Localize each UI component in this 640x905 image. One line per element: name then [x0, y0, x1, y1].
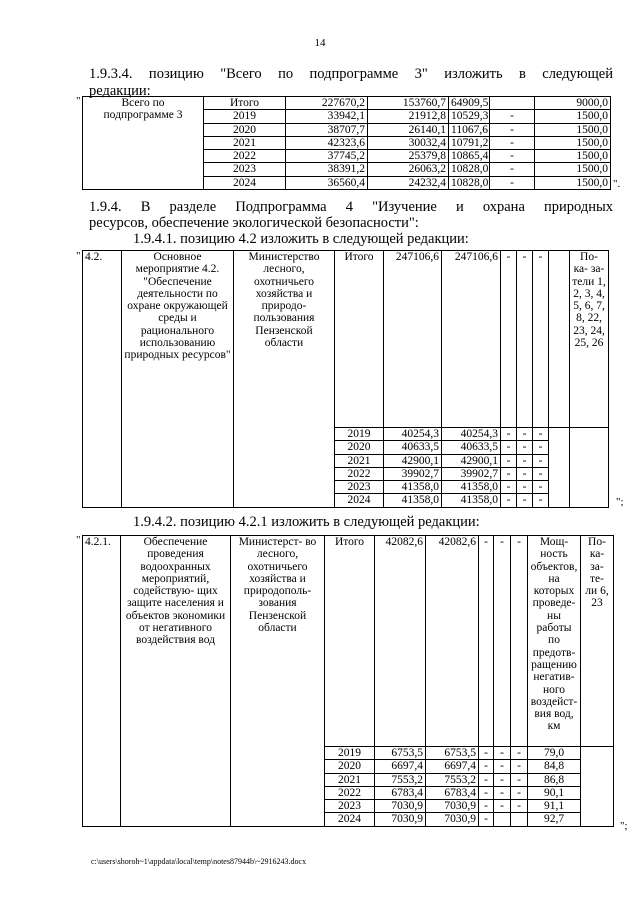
dash-cell: -	[494, 800, 511, 813]
value-cell: 7030,9	[375, 813, 426, 826]
value-cell: 21912,8	[368, 110, 449, 123]
year-cell: 2024	[204, 176, 286, 189]
value-cell: 6753,5	[426, 747, 479, 760]
year-cell: 2021	[325, 773, 375, 786]
value-cell: 1500,0	[535, 150, 611, 163]
value-cell: 10828,0	[449, 176, 490, 189]
paragraph-1941: 1.9.4.1. позицию 4.2 изложить в следующей редакции:	[133, 231, 469, 247]
dash-cell: -	[511, 800, 528, 813]
value-cell: 41358,0	[442, 494, 501, 507]
indicators: По- ка- за- те- ли 6, 23	[581, 536, 614, 747]
close-quote: ";	[620, 820, 628, 832]
dash-cell: -	[494, 747, 511, 760]
dash-cell: -	[501, 251, 517, 428]
value-cell: 7553,2	[426, 773, 479, 786]
measure-name: Основное мероприятие 4.2. "Обеспечение деятельности по охране окружающей среды и рационального использованию природных ресурсов"	[122, 251, 234, 508]
value-cell: 33942,1	[286, 110, 368, 123]
target-measure: Мощ- ность объектов, на которых проведе- ны работы по предотв- ращению негатив- ного воздейст- вия вод, км	[528, 536, 581, 747]
position-4-2-table	[82, 250, 609, 508]
dash-cell: -	[479, 747, 494, 760]
value-cell: 6697,4	[426, 760, 479, 773]
table-row	[83, 251, 609, 428]
value-cell: 25379,8	[368, 150, 449, 163]
value-cell: 39902,7	[442, 467, 501, 480]
year-cell: 2021	[335, 454, 384, 467]
value-cell: -	[490, 136, 535, 149]
measure-value: 79,0	[528, 747, 581, 760]
open-quote: "	[76, 534, 81, 546]
year-cell: 2019	[204, 110, 286, 123]
value-cell: 26063,2	[368, 163, 449, 176]
open-quote: "	[76, 250, 81, 262]
value-cell: 11067,6	[449, 123, 490, 136]
empty-cell	[570, 428, 609, 508]
year-cell: Итого	[325, 536, 375, 747]
dash-cell: -	[501, 441, 517, 454]
dash-cell: -	[494, 773, 511, 786]
year-cell: 2023	[325, 800, 375, 813]
value-cell: 40254,3	[442, 428, 501, 441]
dash-cell: -	[533, 251, 549, 428]
paragraph-1934-line1: 1.9.3.4. позицию "Всего по подпрограмме 3" изложить в следующей	[89, 66, 613, 82]
measure-value: 84,8	[528, 760, 581, 773]
year-cell: 2020	[325, 760, 375, 773]
dash-cell: -	[517, 454, 533, 467]
value-cell: 42082,6	[375, 536, 426, 747]
dash-cell: -	[517, 481, 533, 494]
measure-value: 90,1	[528, 786, 581, 799]
value-cell: 42323,6	[286, 136, 368, 149]
year-cell: 2020	[335, 441, 384, 454]
dash-cell: -	[501, 467, 517, 480]
dash-cell: -	[517, 494, 533, 507]
position-4-2-1-table	[82, 535, 614, 827]
empty-cell	[549, 428, 570, 508]
executor: Министерст- во лесного, охотничьего хозяйства и природополь- зования Пензенской области	[231, 536, 325, 827]
measure-name: Обеспечение проведения водоохранных мероприятий, содействую- щих защите населения и объектов экономики от негативного воздействия вод	[121, 536, 231, 827]
value-cell: 6783,4	[375, 786, 426, 799]
row-label: Всего по подпрограмме 3	[83, 97, 204, 190]
table-row	[83, 97, 611, 110]
value-cell: 39902,7	[384, 467, 442, 480]
value-cell: 1500,0	[535, 136, 611, 149]
paragraph-1942: 1.9.4.2. позицию 4.2.1 изложить в следующей редакции:	[133, 514, 480, 530]
year-cell: 2023	[335, 481, 384, 494]
dash-cell: -	[511, 747, 528, 760]
value-cell: 40254,3	[384, 428, 442, 441]
value-cell: -	[490, 123, 535, 136]
value-cell: 7030,9	[426, 800, 479, 813]
value-cell: 41358,0	[384, 494, 442, 507]
value-cell: 37745,2	[286, 150, 368, 163]
table-row	[83, 536, 614, 747]
dash-cell: -	[501, 454, 517, 467]
value-cell: 7553,2	[375, 773, 426, 786]
dash-cell: -	[517, 441, 533, 454]
dash-cell: -	[533, 494, 549, 507]
year-cell: 2019	[335, 428, 384, 441]
value-cell	[490, 97, 535, 110]
dash-cell: -	[501, 428, 517, 441]
close-quote: ";	[616, 496, 624, 508]
position-number: 4.2.1.	[83, 536, 121, 827]
value-cell: 1500,0	[535, 123, 611, 136]
value-cell: 247106,6	[384, 251, 442, 428]
value-cell: 9000,0	[535, 97, 611, 110]
dash-cell: -	[494, 536, 511, 747]
value-cell: 30032,4	[368, 136, 449, 149]
measure-value: 86,8	[528, 773, 581, 786]
value-cell: 1500,0	[535, 176, 611, 189]
executor: Министерство лесного, охотничьего хозяйства и природо- пользования Пензенской области	[234, 251, 335, 508]
value-cell: -	[490, 150, 535, 163]
value-cell: 247106,6	[442, 251, 501, 428]
dash-cell: -	[517, 251, 533, 428]
dash-cell	[494, 813, 511, 826]
paragraph-194-line1: 1.9.4. В разделе Подпрограмма 4 "Изучение и охрана природных	[89, 199, 613, 215]
dash-cell: -	[494, 786, 511, 799]
value-cell: 10865,4	[449, 150, 490, 163]
position-number: 4.2.	[83, 251, 122, 508]
indicators: По- ка- за- тели 1, 2, 3, 4, 5, 6, 7, 8, 22, 23, 24, 25, 26	[570, 251, 609, 428]
value-cell: 1500,0	[535, 163, 611, 176]
dash-cell: -	[533, 428, 549, 441]
dash-cell: -	[501, 494, 517, 507]
value-cell: 10529,3	[449, 110, 490, 123]
dash-cell: -	[533, 481, 549, 494]
empty-cell	[549, 251, 570, 428]
year-cell: 2022	[204, 150, 286, 163]
dash-cell: -	[533, 467, 549, 480]
year-cell: 2021	[204, 136, 286, 149]
paragraph-1934-line2: редакции:	[89, 83, 151, 99]
open-quote: "	[76, 95, 81, 107]
value-cell: 64909,5	[449, 97, 490, 110]
value-cell: 42082,6	[426, 536, 479, 747]
value-cell: 42900,1	[442, 454, 501, 467]
year-cell: 2022	[325, 786, 375, 799]
value-cell: -	[490, 163, 535, 176]
measure-value: 92,7	[528, 813, 581, 826]
dash-cell: -	[517, 428, 533, 441]
value-cell: 24232,4	[368, 176, 449, 189]
year-cell: Итого	[335, 251, 384, 428]
dash-cell: -	[479, 760, 494, 773]
year-cell: 2019	[325, 747, 375, 760]
page-number: 14	[314, 37, 326, 49]
paragraph-194-line2: ресурсов, обеспечение экологической безопасности":	[89, 215, 419, 231]
year-cell: Итого	[204, 97, 286, 110]
dash-cell	[511, 813, 528, 826]
dash-cell: -	[479, 786, 494, 799]
value-cell: 7030,9	[375, 800, 426, 813]
value-cell: 41358,0	[384, 481, 442, 494]
dash-cell: -	[511, 786, 528, 799]
value-cell: 36560,4	[286, 176, 368, 189]
year-cell: 2023	[204, 163, 286, 176]
year-cell: 2022	[335, 467, 384, 480]
file-path-footer: c:\users\shoroh~1\appdata\local\temp\notes87944b\~2916243.docx	[91, 857, 307, 866]
value-cell: 42900,1	[384, 454, 442, 467]
dash-cell: -	[533, 454, 549, 467]
value-cell: 41358,0	[442, 481, 501, 494]
value-cell: 10828,0	[449, 163, 490, 176]
year-cell: 2024	[335, 494, 384, 507]
value-cell: 6697,4	[375, 760, 426, 773]
value-cell: -	[490, 176, 535, 189]
close-quote: ".	[613, 178, 621, 190]
year-cell: 2024	[325, 813, 375, 826]
value-cell: 40633,5	[384, 441, 442, 454]
value-cell: 6783,4	[426, 786, 479, 799]
dash-cell: -	[501, 481, 517, 494]
subprogram-3-total-table	[82, 96, 611, 190]
dash-cell: -	[479, 813, 494, 826]
dash-cell: -	[511, 760, 528, 773]
value-cell: 227670,2	[286, 97, 368, 110]
dash-cell: -	[511, 536, 528, 747]
dash-cell: -	[533, 441, 549, 454]
dash-cell: -	[479, 800, 494, 813]
value-cell: 26140,1	[368, 123, 449, 136]
measure-value: 91,1	[528, 800, 581, 813]
value-cell: 40633,5	[442, 441, 501, 454]
value-cell: -	[490, 110, 535, 123]
value-cell: 153760,7	[368, 97, 449, 110]
year-cell: 2020	[204, 123, 286, 136]
dash-cell: -	[479, 773, 494, 786]
dash-cell: -	[479, 536, 494, 747]
value-cell: 6753,5	[375, 747, 426, 760]
dash-cell: -	[511, 773, 528, 786]
value-cell: 38707,7	[286, 123, 368, 136]
value-cell: 7030,9	[426, 813, 479, 826]
value-cell: 10791,2	[449, 136, 490, 149]
dash-cell: -	[494, 760, 511, 773]
value-cell: 1500,0	[535, 110, 611, 123]
value-cell: 38391,2	[286, 163, 368, 176]
dash-cell: -	[517, 467, 533, 480]
empty-cell	[581, 747, 614, 827]
